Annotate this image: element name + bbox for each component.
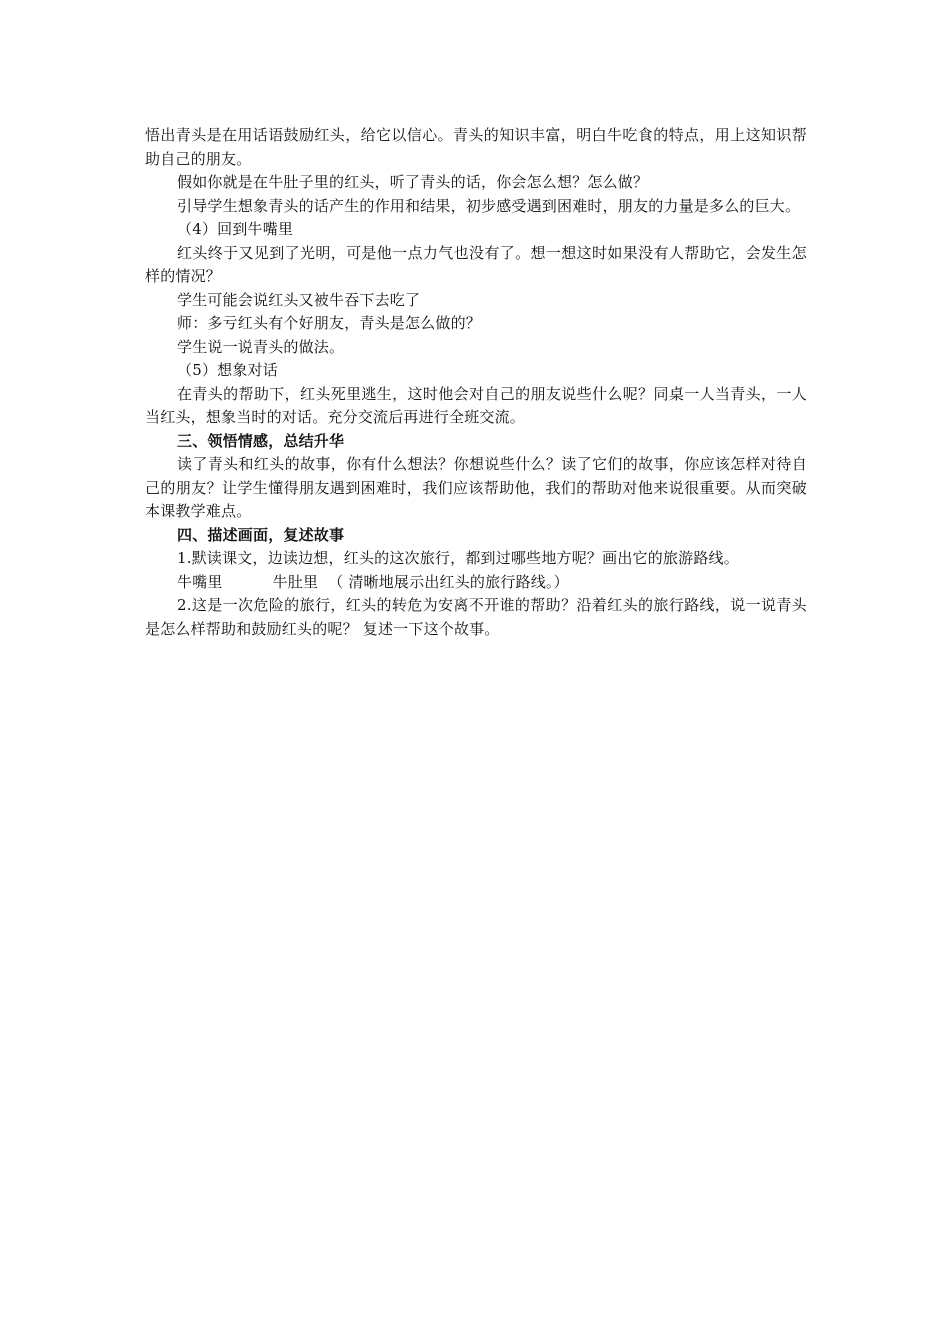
- section-heading-3: 三、领悟情感，总结升华: [177, 431, 345, 450]
- paragraph-reflection: 读了青头和红头的故事，你有什么想法？你想说些什么？读了它们的故事，你应该怎样对待自己的朋友？让学生懂得朋友遇到困难时，我们应该帮助他，我们的帮助对他来说很重要。从而突破本课教学难点。: [145, 455, 807, 520]
- route-note: （ 清晰地展示出红头的旅行路线。）: [328, 572, 569, 591]
- travel-route-line: [145, 571, 807, 595]
- paragraph-light-again: 红头终于又见到了光明，可是他一点力气也没有了。想一想这时如果没有人帮助它，会发生怎样的情况？: [145, 243, 807, 285]
- paragraph-guidance: 引导学生想象青头的话产生的作用和结果，初步感受遇到困难时，朋友的力量是多么的巨大。: [177, 196, 801, 215]
- document-body: [145, 124, 807, 641]
- route-end: 牛肚里: [272, 572, 319, 591]
- subheading-back-to-mouth: （4）回到牛嘴里: [177, 220, 294, 238]
- route-start: 牛嘴里: [177, 572, 223, 591]
- paragraph-retell: 2.这是一次危险的旅行，红头的转危为安离不开谁的帮助？沿着红头的旅行路线，说一说青头是怎么样帮助和鼓励红头的呢？ 复述一下这个故事。: [145, 596, 807, 638]
- section-heading-4: 四、描述画面，复述故事: [177, 525, 345, 544]
- subheading-imagine-dialogue: （5）想象对话: [177, 361, 278, 379]
- paragraph-student-method: 学生说一说青头的做法。: [177, 337, 345, 356]
- paragraph-question: 假如你就是在牛肚子里的红头，听了青头的话，你会怎么想？怎么做？: [177, 173, 649, 191]
- paragraph-silent-reading: 1.默读课文，边读边想，红头的这次旅行，都到过哪些地方呢？画出它的旅游路线。: [177, 549, 739, 567]
- paragraph-dialogue: 在青头的帮助下，红头死里逃生，这时他会对自己的朋友说些什么呢？同桌一人当青头，一人当红头，想象当时的对话。充分交流后再进行全班交流。: [145, 384, 807, 426]
- paragraph-continued: 悟出青头是在用话语鼓励红头，给它以信心。青头的知识丰富，明白牛吃食的特点，用上这知识帮助自己的朋友。: [145, 126, 807, 168]
- paragraph-student-answer: 学生可能会说红头又被牛吞下去吃了: [177, 290, 421, 309]
- paragraph-teacher-question: 师：多亏红头有个好朋友，青头是怎么做的？: [177, 314, 482, 332]
